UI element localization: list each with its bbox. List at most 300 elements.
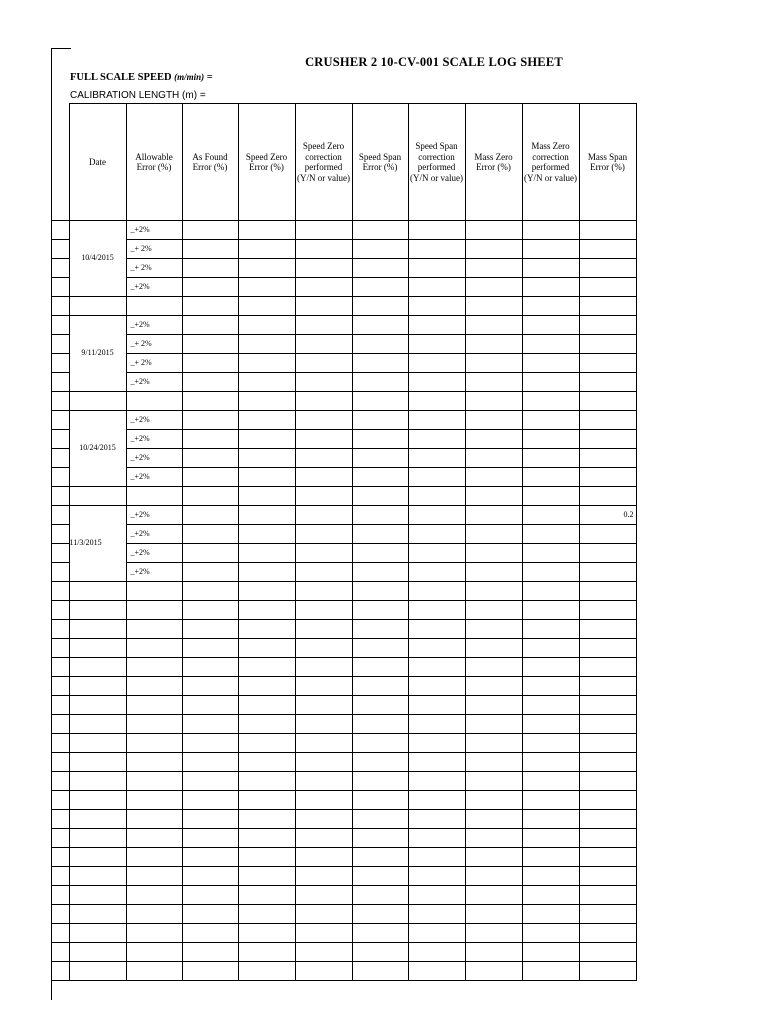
speed-span-cell[interactable] [352,601,408,620]
speed-span-correction-cell[interactable] [408,221,465,240]
mass-span-cell[interactable] [579,278,636,297]
as-found-cell[interactable] [182,221,238,240]
mass-span-cell[interactable] [579,886,636,905]
speed-span-cell[interactable] [352,240,408,259]
speed-span-correction-cell[interactable] [408,753,465,772]
as-found-cell[interactable] [182,943,238,962]
mass-span-cell[interactable] [579,696,636,715]
as-found-cell[interactable] [182,753,238,772]
speed-span-correction-cell[interactable] [408,563,465,582]
mass-span-cell[interactable] [579,848,636,867]
speed-zero-correction-cell[interactable] [295,791,352,810]
speed-span-cell[interactable] [352,582,408,601]
mass-span-cell[interactable] [579,734,636,753]
mass-zero-cell[interactable] [465,734,522,753]
speed-span-correction-cell[interactable] [408,354,465,373]
date-cell[interactable] [69,753,126,772]
mass-span-cell[interactable] [579,601,636,620]
speed-zero-cell[interactable] [238,468,295,487]
allowable-error-cell[interactable] [126,601,182,620]
speed-span-correction-cell[interactable] [408,924,465,943]
date-cell[interactable] [69,848,126,867]
speed-span-cell[interactable] [352,563,408,582]
speed-zero-cell[interactable] [238,354,295,373]
mass-zero-cell[interactable] [465,525,522,544]
mass-zero-correction-cell[interactable] [522,506,579,525]
allowable-error-cell[interactable] [126,962,182,981]
mass-zero-cell[interactable] [465,221,522,240]
date-cell[interactable] [69,905,126,924]
date-cell[interactable] [69,772,126,791]
as-found-cell[interactable] [182,354,238,373]
mass-span-cell[interactable] [579,639,636,658]
speed-span-cell[interactable] [352,506,408,525]
date-cell[interactable] [69,582,126,601]
allowable-error-cell[interactable] [126,715,182,734]
mass-span-cell[interactable] [579,829,636,848]
allowable-error-cell[interactable] [126,848,182,867]
speed-span-correction-cell[interactable] [408,468,465,487]
speed-zero-cell[interactable] [238,791,295,810]
speed-span-correction-cell[interactable] [408,620,465,639]
allowable-error-cell[interactable] [126,867,182,886]
speed-span-cell[interactable] [352,449,408,468]
as-found-cell[interactable] [182,810,238,829]
speed-zero-cell[interactable] [238,772,295,791]
allowable-error-cell[interactable] [126,886,182,905]
mass-span-cell[interactable] [579,791,636,810]
allowable-error-cell[interactable] [126,829,182,848]
speed-zero-correction-cell[interactable] [295,677,352,696]
as-found-cell[interactable] [182,620,238,639]
date-cell[interactable] [69,620,126,639]
speed-zero-correction-cell[interactable] [295,620,352,639]
date-cell[interactable] [69,886,126,905]
as-found-cell[interactable] [182,449,238,468]
speed-span-correction-cell[interactable] [408,582,465,601]
speed-zero-cell[interactable] [238,240,295,259]
mass-span-cell[interactable] [579,525,636,544]
speed-zero-correction-cell[interactable] [295,810,352,829]
allowable-error-cell[interactable] [126,943,182,962]
allowable-error-cell[interactable] [126,582,182,601]
as-found-cell[interactable] [182,734,238,753]
mass-zero-cell[interactable] [465,829,522,848]
speed-zero-correction-cell[interactable] [295,639,352,658]
mass-zero-correction-cell[interactable] [522,753,579,772]
speed-zero-cell[interactable] [238,278,295,297]
mass-span-cell[interactable] [579,240,636,259]
speed-zero-correction-cell[interactable] [295,430,352,449]
speed-span-cell[interactable] [352,886,408,905]
speed-zero-correction-cell[interactable] [295,924,352,943]
speed-span-cell[interactable] [352,677,408,696]
as-found-cell[interactable] [182,468,238,487]
mass-span-cell[interactable] [579,658,636,677]
date-cell[interactable] [69,924,126,943]
allowable-error-cell[interactable] [126,658,182,677]
speed-zero-cell[interactable] [238,335,295,354]
speed-zero-cell[interactable] [238,221,295,240]
mass-zero-correction-cell[interactable] [522,886,579,905]
speed-span-correction-cell[interactable] [408,525,465,544]
mass-zero-cell[interactable] [465,582,522,601]
as-found-cell[interactable] [182,506,238,525]
mass-zero-correction-cell[interactable] [522,639,579,658]
date-cell[interactable] [69,639,126,658]
allowable-error-cell[interactable] [126,791,182,810]
mass-zero-cell[interactable] [465,867,522,886]
speed-span-correction-cell[interactable] [408,715,465,734]
mass-zero-correction-cell[interactable] [522,810,579,829]
mass-zero-correction-cell[interactable] [522,772,579,791]
mass-zero-cell[interactable] [465,753,522,772]
speed-span-cell[interactable] [352,278,408,297]
speed-span-cell[interactable] [352,867,408,886]
mass-zero-correction-cell[interactable] [522,867,579,886]
speed-span-cell[interactable] [352,373,408,392]
mass-zero-correction-cell[interactable] [522,601,579,620]
speed-zero-cell[interactable] [238,639,295,658]
mass-zero-correction-cell[interactable] [522,677,579,696]
speed-zero-correction-cell[interactable] [295,221,352,240]
mass-span-cell[interactable] [579,430,636,449]
mass-zero-cell[interactable] [465,677,522,696]
speed-zero-cell[interactable] [238,658,295,677]
mass-span-cell[interactable] [579,962,636,981]
speed-zero-correction-cell[interactable] [295,715,352,734]
speed-span-correction-cell[interactable] [408,544,465,563]
speed-span-cell[interactable] [352,715,408,734]
date-cell[interactable] [69,810,126,829]
as-found-cell[interactable] [182,962,238,981]
speed-zero-correction-cell[interactable] [295,601,352,620]
speed-span-correction-cell[interactable] [408,335,465,354]
mass-span-cell[interactable] [579,259,636,278]
speed-span-correction-cell[interactable] [408,639,465,658]
date-cell[interactable] [69,943,126,962]
speed-zero-correction-cell[interactable] [295,962,352,981]
speed-span-correction-cell[interactable] [408,677,465,696]
speed-span-cell[interactable] [352,639,408,658]
as-found-cell[interactable] [182,582,238,601]
speed-span-cell[interactable] [352,753,408,772]
speed-span-correction-cell[interactable] [408,278,465,297]
speed-zero-correction-cell[interactable] [295,449,352,468]
date-cell[interactable] [69,829,126,848]
speed-zero-cell[interactable] [238,962,295,981]
mass-zero-correction-cell[interactable] [522,278,579,297]
as-found-cell[interactable] [182,905,238,924]
mass-zero-cell[interactable] [465,411,522,430]
speed-span-cell[interactable] [352,734,408,753]
mass-zero-cell[interactable] [465,506,522,525]
speed-span-correction-cell[interactable] [408,449,465,468]
mass-zero-correction-cell[interactable] [522,905,579,924]
mass-span-cell[interactable] [579,411,636,430]
speed-span-correction-cell[interactable] [408,373,465,392]
as-found-cell[interactable] [182,848,238,867]
mass-span-cell[interactable] [579,354,636,373]
speed-span-correction-cell[interactable] [408,810,465,829]
speed-zero-correction-cell[interactable] [295,525,352,544]
mass-zero-correction-cell[interactable] [522,544,579,563]
allowable-error-cell[interactable] [126,696,182,715]
speed-zero-cell[interactable] [238,924,295,943]
speed-span-correction-cell[interactable] [408,506,465,525]
speed-zero-correction-cell[interactable] [295,772,352,791]
as-found-cell[interactable] [182,316,238,335]
speed-span-correction-cell[interactable] [408,829,465,848]
speed-zero-cell[interactable] [238,563,295,582]
as-found-cell[interactable] [182,658,238,677]
mass-zero-cell[interactable] [465,905,522,924]
mass-span-cell[interactable] [579,449,636,468]
speed-zero-correction-cell[interactable] [295,943,352,962]
mass-zero-cell[interactable] [465,259,522,278]
as-found-cell[interactable] [182,278,238,297]
mass-zero-correction-cell[interactable] [522,563,579,582]
mass-zero-cell[interactable] [465,449,522,468]
as-found-cell[interactable] [182,886,238,905]
speed-span-cell[interactable] [352,658,408,677]
mass-zero-correction-cell[interactable] [522,354,579,373]
as-found-cell[interactable] [182,867,238,886]
speed-span-correction-cell[interactable] [408,734,465,753]
mass-zero-cell[interactable] [465,544,522,563]
mass-span-cell[interactable] [579,810,636,829]
mass-zero-correction-cell[interactable] [522,658,579,677]
as-found-cell[interactable] [182,696,238,715]
speed-span-correction-cell[interactable] [408,411,465,430]
mass-zero-cell[interactable] [465,962,522,981]
mass-zero-cell[interactable] [465,791,522,810]
mass-zero-correction-cell[interactable] [522,221,579,240]
mass-span-cell[interactable] [579,905,636,924]
speed-zero-correction-cell[interactable] [295,829,352,848]
mass-zero-cell[interactable] [465,715,522,734]
speed-span-cell[interactable] [352,544,408,563]
speed-span-cell[interactable] [352,316,408,335]
speed-span-cell[interactable] [352,848,408,867]
mass-zero-correction-cell[interactable] [522,829,579,848]
speed-zero-correction-cell[interactable] [295,411,352,430]
speed-zero-cell[interactable] [238,373,295,392]
mass-span-cell[interactable] [579,867,636,886]
speed-zero-cell[interactable] [238,886,295,905]
mass-span-cell[interactable] [579,544,636,563]
mass-zero-correction-cell[interactable] [522,943,579,962]
mass-span-cell[interactable] [579,715,636,734]
mass-zero-cell[interactable] [465,924,522,943]
mass-zero-cell[interactable] [465,639,522,658]
mass-zero-correction-cell[interactable] [522,411,579,430]
mass-zero-correction-cell[interactable] [522,734,579,753]
speed-zero-cell[interactable] [238,677,295,696]
as-found-cell[interactable] [182,373,238,392]
speed-zero-correction-cell[interactable] [295,354,352,373]
speed-span-cell[interactable] [352,620,408,639]
mass-zero-cell[interactable] [465,696,522,715]
mass-span-cell[interactable] [579,468,636,487]
mass-zero-correction-cell[interactable] [522,715,579,734]
date-cell[interactable] [69,715,126,734]
speed-zero-cell[interactable] [238,696,295,715]
speed-zero-cell[interactable] [238,316,295,335]
speed-span-cell[interactable] [352,525,408,544]
speed-zero-correction-cell[interactable] [295,753,352,772]
mass-zero-cell[interactable] [465,601,522,620]
speed-zero-cell[interactable] [238,734,295,753]
mass-zero-cell[interactable] [465,810,522,829]
speed-span-correction-cell[interactable] [408,848,465,867]
mass-zero-cell[interactable] [465,240,522,259]
speed-zero-correction-cell[interactable] [295,335,352,354]
mass-zero-cell[interactable] [465,354,522,373]
mass-zero-correction-cell[interactable] [522,962,579,981]
mass-zero-correction-cell[interactable] [522,582,579,601]
speed-span-cell[interactable] [352,905,408,924]
mass-span-cell[interactable] [579,924,636,943]
mass-zero-correction-cell[interactable] [522,525,579,544]
speed-zero-correction-cell[interactable] [295,506,352,525]
as-found-cell[interactable] [182,677,238,696]
speed-zero-correction-cell[interactable] [295,240,352,259]
date-cell[interactable] [69,658,126,677]
speed-zero-cell[interactable] [238,544,295,563]
speed-span-correction-cell[interactable] [408,658,465,677]
as-found-cell[interactable] [182,259,238,278]
as-found-cell[interactable] [182,563,238,582]
date-cell[interactable] [69,601,126,620]
as-found-cell[interactable] [182,715,238,734]
mass-zero-correction-cell[interactable] [522,696,579,715]
speed-zero-cell[interactable] [238,601,295,620]
as-found-cell[interactable] [182,525,238,544]
allowable-error-cell[interactable] [126,924,182,943]
allowable-error-cell[interactable] [126,639,182,658]
mass-span-cell[interactable] [579,943,636,962]
allowable-error-cell[interactable] [126,620,182,639]
mass-zero-correction-cell[interactable] [522,468,579,487]
speed-zero-cell[interactable] [238,829,295,848]
as-found-cell[interactable] [182,924,238,943]
speed-zero-correction-cell[interactable] [295,696,352,715]
mass-span-cell[interactable] [579,620,636,639]
speed-zero-correction-cell[interactable] [295,867,352,886]
speed-zero-cell[interactable] [238,449,295,468]
mass-span-cell[interactable] [579,753,636,772]
speed-zero-correction-cell[interactable] [295,316,352,335]
speed-span-cell[interactable] [352,829,408,848]
as-found-cell[interactable] [182,601,238,620]
date-cell[interactable] [69,791,126,810]
speed-span-correction-cell[interactable] [408,240,465,259]
mass-zero-correction-cell[interactable] [522,259,579,278]
allowable-error-cell[interactable] [126,677,182,696]
mass-zero-correction-cell[interactable] [522,240,579,259]
speed-zero-correction-cell[interactable] [295,582,352,601]
speed-zero-correction-cell[interactable] [295,259,352,278]
speed-span-correction-cell[interactable] [408,943,465,962]
speed-span-cell[interactable] [352,468,408,487]
mass-zero-cell[interactable] [465,468,522,487]
mass-span-cell[interactable] [579,772,636,791]
as-found-cell[interactable] [182,791,238,810]
speed-zero-correction-cell[interactable] [295,905,352,924]
mass-zero-cell[interactable] [465,373,522,392]
mass-zero-cell[interactable] [465,316,522,335]
speed-zero-cell[interactable] [238,943,295,962]
mass-zero-cell[interactable] [465,278,522,297]
speed-span-cell[interactable] [352,943,408,962]
speed-zero-cell[interactable] [238,411,295,430]
allowable-error-cell[interactable] [126,810,182,829]
speed-zero-cell[interactable] [238,582,295,601]
speed-zero-correction-cell[interactable] [295,886,352,905]
speed-span-cell[interactable] [352,924,408,943]
speed-span-cell[interactable] [352,221,408,240]
mass-zero-correction-cell[interactable] [522,316,579,335]
speed-zero-cell[interactable] [238,259,295,278]
speed-span-cell[interactable] [352,335,408,354]
mass-zero-cell[interactable] [465,943,522,962]
mass-span-cell[interactable]: 0.2 [579,506,636,525]
mass-zero-correction-cell[interactable] [522,430,579,449]
speed-zero-correction-cell[interactable] [295,563,352,582]
speed-zero-correction-cell[interactable] [295,278,352,297]
speed-span-correction-cell[interactable] [408,962,465,981]
date-cell[interactable] [69,962,126,981]
mass-zero-cell[interactable] [465,658,522,677]
speed-zero-correction-cell[interactable] [295,544,352,563]
speed-span-cell[interactable] [352,696,408,715]
mass-zero-correction-cell[interactable] [522,924,579,943]
mass-span-cell[interactable] [579,677,636,696]
as-found-cell[interactable] [182,772,238,791]
mass-zero-correction-cell[interactable] [522,791,579,810]
mass-zero-cell[interactable] [465,886,522,905]
speed-zero-cell[interactable] [238,810,295,829]
mass-zero-correction-cell[interactable] [522,335,579,354]
allowable-error-cell[interactable] [126,772,182,791]
speed-span-correction-cell[interactable] [408,259,465,278]
date-cell[interactable] [69,696,126,715]
allowable-error-cell[interactable] [126,734,182,753]
speed-span-cell[interactable] [352,430,408,449]
as-found-cell[interactable] [182,829,238,848]
speed-zero-correction-cell[interactable] [295,848,352,867]
speed-span-cell[interactable] [352,810,408,829]
date-cell[interactable] [69,677,126,696]
speed-zero-cell[interactable] [238,620,295,639]
date-cell[interactable] [69,867,126,886]
mass-span-cell[interactable] [579,582,636,601]
speed-span-correction-cell[interactable] [408,601,465,620]
mass-span-cell[interactable] [579,563,636,582]
mass-zero-cell[interactable] [465,620,522,639]
speed-zero-cell[interactable] [238,525,295,544]
speed-zero-cell[interactable] [238,715,295,734]
speed-zero-correction-cell[interactable] [295,468,352,487]
speed-zero-correction-cell[interactable] [295,734,352,753]
mass-zero-cell[interactable] [465,772,522,791]
allowable-error-cell[interactable] [126,753,182,772]
speed-span-correction-cell[interactable] [408,430,465,449]
mass-zero-correction-cell[interactable] [522,373,579,392]
mass-zero-cell[interactable] [465,563,522,582]
as-found-cell[interactable] [182,544,238,563]
